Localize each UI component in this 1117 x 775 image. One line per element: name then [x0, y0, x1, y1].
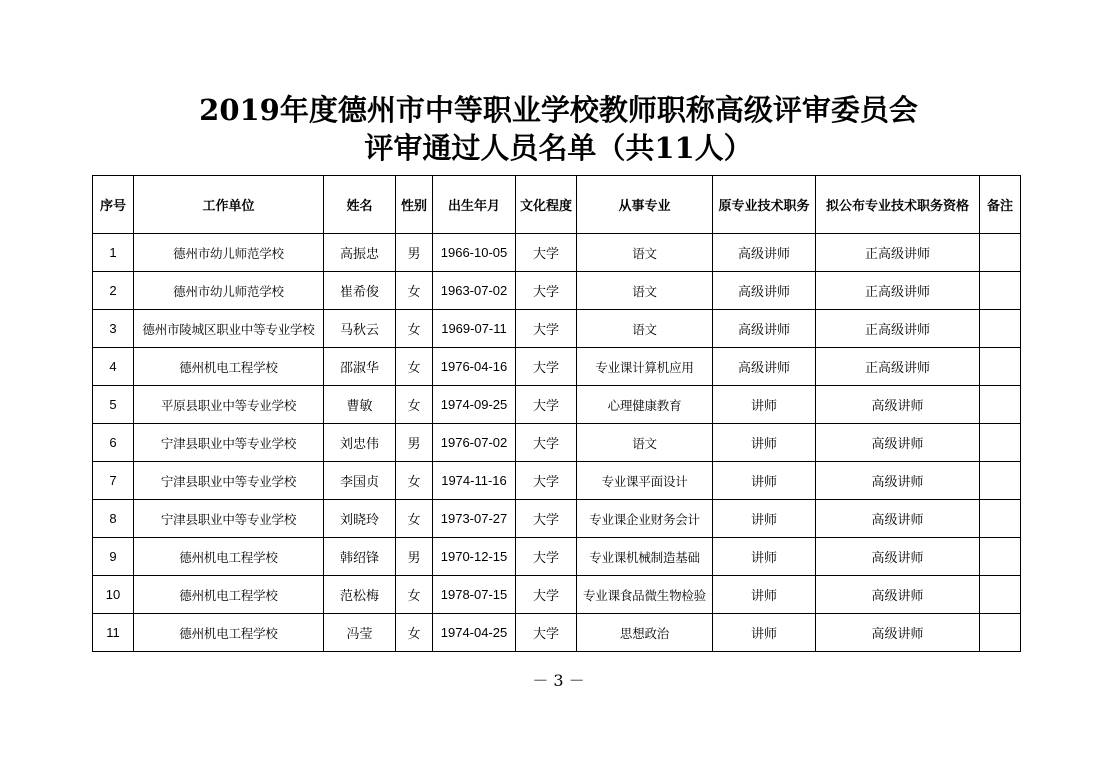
- cell-gender: 男: [396, 234, 433, 272]
- cell-birth: 1976-07-02: [433, 424, 516, 462]
- cell-seq: 7: [93, 462, 134, 500]
- cell-remarks: [980, 348, 1021, 386]
- header-major: 从事专业: [577, 176, 713, 234]
- cell-unit: 德州市陵城区职业中等专业学校: [134, 310, 324, 348]
- cell-major: 思想政治: [577, 614, 713, 652]
- table-row: [93, 462, 1021, 500]
- table-body: [93, 234, 1021, 652]
- cell-seq: 3: [93, 310, 134, 348]
- cell-proposed-title: 高级讲师: [816, 614, 980, 652]
- cell-name: 范松梅: [324, 576, 396, 614]
- cell-proposed-title: 高级讲师: [816, 386, 980, 424]
- cell-gender: 女: [396, 500, 433, 538]
- header-gender: 性别: [396, 176, 433, 234]
- cell-proposed-title: 高级讲师: [816, 424, 980, 462]
- cell-name: 崔希俊: [324, 272, 396, 310]
- cell-seq: 5: [93, 386, 134, 424]
- header-seq: 序号: [93, 176, 134, 234]
- cell-birth: 1974-09-25: [433, 386, 516, 424]
- cell-education: 大学: [516, 386, 577, 424]
- table-row: [93, 576, 1021, 614]
- cell-unit: 德州市幼儿师范学校: [134, 272, 324, 310]
- cell-major: 专业课平面设计: [577, 462, 713, 500]
- cell-gender: 女: [396, 576, 433, 614]
- cell-unit: 宁津县职业中等专业学校: [134, 424, 324, 462]
- cell-original-title: 讲师: [713, 614, 816, 652]
- cell-name: 韩绍锋: [324, 538, 396, 576]
- cell-education: 大学: [516, 500, 577, 538]
- cell-name: 高振忠: [324, 234, 396, 272]
- cell-gender: 男: [396, 424, 433, 462]
- cell-remarks: [980, 500, 1021, 538]
- cell-remarks: [980, 272, 1021, 310]
- cell-remarks: [980, 576, 1021, 614]
- cell-education: 大学: [516, 348, 577, 386]
- table-row: [93, 614, 1021, 652]
- cell-seq: 8: [93, 500, 134, 538]
- cell-unit: 德州机电工程学校: [134, 576, 324, 614]
- cell-original-title: 讲师: [713, 386, 816, 424]
- table-row: [93, 500, 1021, 538]
- header-remarks: 备注: [980, 176, 1021, 234]
- cell-remarks: [980, 614, 1021, 652]
- document-title: 2019年度德州市中等职业学校教师职称高级评审委员会: [199, 93, 918, 127]
- cell-major: 心理健康教育: [577, 386, 713, 424]
- cell-gender: 女: [396, 348, 433, 386]
- cell-seq: 6: [93, 424, 134, 462]
- cell-education: 大学: [516, 614, 577, 652]
- cell-major: 专业课计算机应用: [577, 348, 713, 386]
- cell-education: 大学: [516, 576, 577, 614]
- cell-education: 大学: [516, 462, 577, 500]
- cell-original-title: 讲师: [713, 576, 816, 614]
- cell-proposed-title: 正高级讲师: [816, 348, 980, 386]
- cell-education: 大学: [516, 538, 577, 576]
- cell-birth: 1974-11-16: [433, 462, 516, 500]
- cell-unit: 德州机电工程学校: [134, 348, 324, 386]
- cell-remarks: [980, 538, 1021, 576]
- cell-major: 专业课机械制造基础: [577, 538, 713, 576]
- cell-proposed-title: 高级讲师: [816, 538, 980, 576]
- header-name: 姓名: [324, 176, 396, 234]
- cell-remarks: [980, 386, 1021, 424]
- cell-remarks: [980, 234, 1021, 272]
- cell-seq: 11: [93, 614, 134, 652]
- cell-education: 大学: [516, 310, 577, 348]
- cell-original-title: 讲师: [713, 500, 816, 538]
- cell-proposed-title: 正高级讲师: [816, 310, 980, 348]
- table-row: [93, 272, 1021, 310]
- cell-original-title: 讲师: [713, 538, 816, 576]
- cell-seq: 9: [93, 538, 134, 576]
- cell-remarks: [980, 462, 1021, 500]
- cell-original-title: 讲师: [713, 462, 816, 500]
- table-row: [93, 538, 1021, 576]
- cell-seq: 1: [93, 234, 134, 272]
- header-unit: 工作单位: [134, 176, 324, 234]
- cell-birth: 1970-12-15: [433, 538, 516, 576]
- cell-birth: 1978-07-15: [433, 576, 516, 614]
- cell-unit: 平原县职业中等专业学校: [134, 386, 324, 424]
- table-header-row: [93, 176, 1021, 234]
- cell-birth: 1969-07-11: [433, 310, 516, 348]
- cell-education: 大学: [516, 234, 577, 272]
- cell-name: 李国贞: [324, 462, 396, 500]
- cell-education: 大学: [516, 424, 577, 462]
- cell-original-title: 高级讲师: [713, 272, 816, 310]
- cell-original-title: 讲师: [713, 424, 816, 462]
- cell-unit: 宁津县职业中等专业学校: [134, 462, 324, 500]
- cell-gender: 男: [396, 538, 433, 576]
- cell-proposed-title: 高级讲师: [816, 576, 980, 614]
- cell-name: 刘忠伟: [324, 424, 396, 462]
- cell-unit: 德州机电工程学校: [134, 614, 324, 652]
- cell-proposed-title: 高级讲师: [816, 500, 980, 538]
- cell-birth: 1974-04-25: [433, 614, 516, 652]
- table-row: [93, 348, 1021, 386]
- header-proposed-title: 拟公布专业技术职务资格: [816, 176, 980, 234]
- table-row: [93, 310, 1021, 348]
- cell-birth: 1973-07-27: [433, 500, 516, 538]
- cell-birth: 1966-10-05: [433, 234, 516, 272]
- cell-birth: 1976-04-16: [433, 348, 516, 386]
- cell-major: 语文: [577, 310, 713, 348]
- cell-seq: 10: [93, 576, 134, 614]
- cell-original-title: 高级讲师: [713, 234, 816, 272]
- document-subtitle: 评审通过人员名单（共11人）: [364, 131, 753, 165]
- cell-gender: 女: [396, 462, 433, 500]
- cell-original-title: 高级讲师: [713, 348, 816, 386]
- cell-seq: 2: [93, 272, 134, 310]
- cell-seq: 4: [93, 348, 134, 386]
- roster-table: [92, 175, 1021, 652]
- header-birth: 出生年月: [433, 176, 516, 234]
- cell-original-title: 高级讲师: [713, 310, 816, 348]
- cell-major: 专业课企业财务会计: [577, 500, 713, 538]
- cell-unit: 宁津县职业中等专业学校: [134, 500, 324, 538]
- cell-gender: 女: [396, 614, 433, 652]
- cell-birth: 1963-07-02: [433, 272, 516, 310]
- table-row: [93, 424, 1021, 462]
- cell-major: 专业课食品微生物检验: [577, 576, 713, 614]
- cell-unit: 德州机电工程学校: [134, 538, 324, 576]
- cell-remarks: [980, 424, 1021, 462]
- cell-major: 语文: [577, 234, 713, 272]
- cell-proposed-title: 正高级讲师: [816, 234, 980, 272]
- cell-major: 语文: [577, 424, 713, 462]
- cell-proposed-title: 正高级讲师: [816, 272, 980, 310]
- cell-name: 刘晓玲: [324, 500, 396, 538]
- page-number: － 3 －: [532, 671, 585, 690]
- cell-gender: 女: [396, 386, 433, 424]
- cell-proposed-title: 高级讲师: [816, 462, 980, 500]
- header-original-title: 原专业技术职务: [713, 176, 816, 234]
- cell-major: 语文: [577, 272, 713, 310]
- table-row: [93, 234, 1021, 272]
- cell-name: 邵淑华: [324, 348, 396, 386]
- cell-gender: 女: [396, 272, 433, 310]
- cell-remarks: [980, 310, 1021, 348]
- cell-gender: 女: [396, 310, 433, 348]
- header-education: 文化程度: [516, 176, 577, 234]
- cell-unit: 德州市幼儿师范学校: [134, 234, 324, 272]
- cell-education: 大学: [516, 272, 577, 310]
- table-row: [93, 386, 1021, 424]
- cell-name: 曹敏: [324, 386, 396, 424]
- cell-name: 冯莹: [324, 614, 396, 652]
- cell-name: 马秋云: [324, 310, 396, 348]
